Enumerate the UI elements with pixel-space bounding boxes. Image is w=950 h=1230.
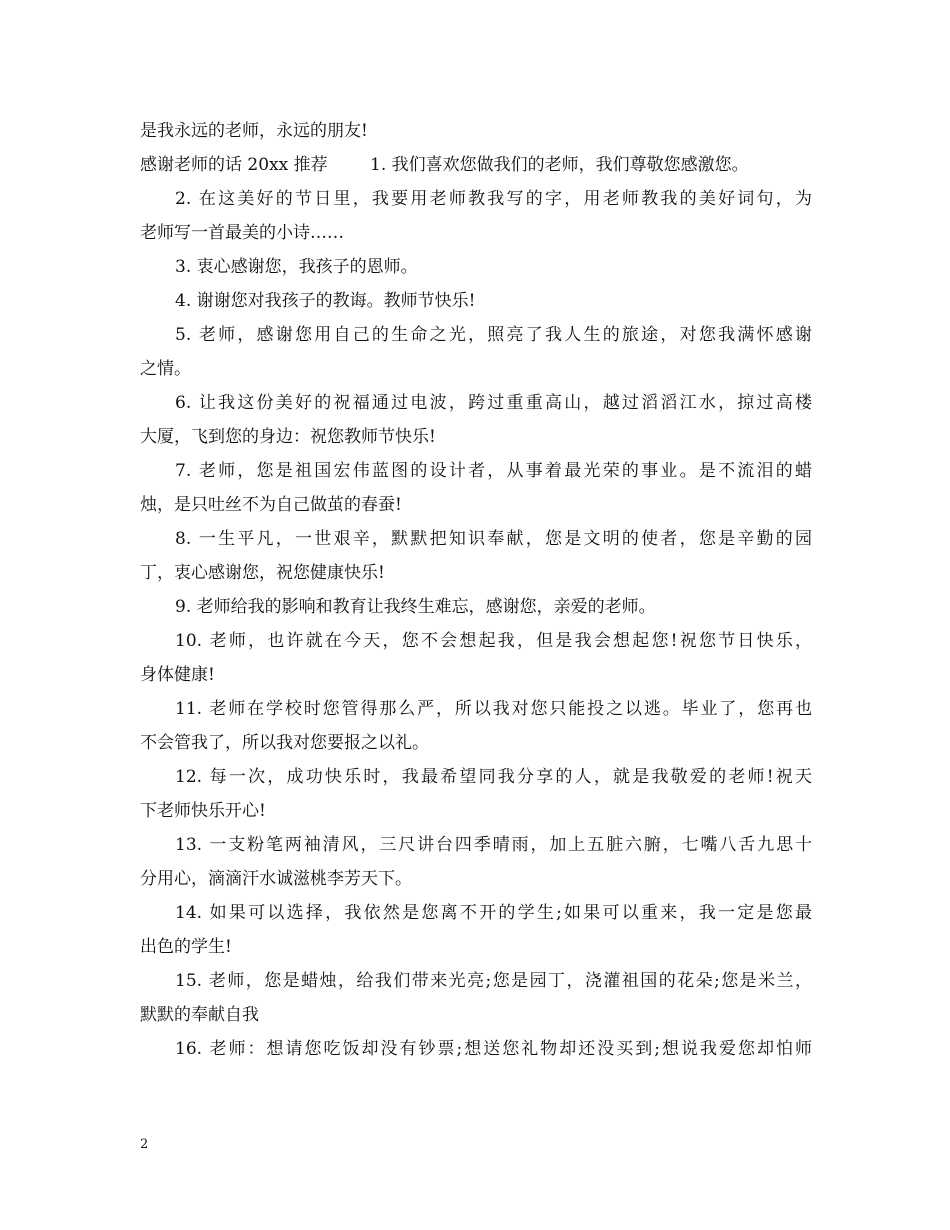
list-item: 11. 老师在学校时您管得那么严，所以我对您只能投之以逃。毕业了，您再也 bbox=[175, 699, 812, 719]
text-line: 丁，衷心感谢您，祝您健康快乐! bbox=[140, 563, 385, 583]
heading-line bbox=[140, 148, 812, 182]
list-item: 7. 老师，您是祖国宏伟蓝图的设计者，从事着最光荣的事业。是不流泪的蜡 bbox=[175, 461, 812, 481]
list-item: 6. 让我这份美好的祝福通过电波，跨过重重高山，越过滔滔江水，掠过高楼 bbox=[175, 393, 812, 413]
text-line: 大厦，飞到您的身边：祝您教师节快乐! bbox=[140, 427, 436, 447]
list-item: 4. 谢谢您对我孩子的教诲。教师节快乐! bbox=[175, 291, 476, 311]
list-item: 1. 我们喜欢您做我们的老师，我们尊敬您感激您。 bbox=[370, 155, 749, 175]
list-item: 2. 在这美好的节日里，我要用老师教我写的字，用老师教我的美好词句，为 bbox=[175, 189, 812, 209]
list-item: 13. 一支粉笔两袖清风，三尺讲台四季晴雨，加上五脏六腑，七嘴八舌九思十 bbox=[175, 835, 812, 855]
list-item: 9. 老师给我的影响和教育让我终生难忘，感谢您，亲爱的老师。 bbox=[175, 597, 656, 617]
text-line: 下老师快乐开心! bbox=[140, 801, 266, 821]
text-line: 身体健康! bbox=[140, 665, 215, 685]
page-number: 2 bbox=[140, 1137, 149, 1152]
text-line: 默默的奉献自我 bbox=[140, 1005, 259, 1025]
list-item: 5. 老师，感谢您用自己的生命之光，照亮了我人生的旅途，对您我满怀感谢 bbox=[175, 325, 812, 345]
document-body bbox=[140, 114, 812, 1066]
list-item: 3. 衷心感谢您，我孩子的恩师。 bbox=[175, 257, 418, 277]
list-item: 10. 老师，也许就在今天，您不会想起我，但是我会想起您!祝您节日快乐， bbox=[175, 631, 812, 651]
text-line: 之情。 bbox=[140, 359, 191, 379]
list-item: 8. 一生平凡，一世艰辛，默默把知识奉献，您是文明的使者，您是辛勤的园 bbox=[175, 529, 812, 549]
list-item: 15. 老师，您是蜡烛，给我们带来光亮;您是园丁，浇灌祖国的花朵;您是米兰， bbox=[175, 971, 812, 991]
list-item: 14. 如果可以选择，我依然是您离不开的学生;如果可以重来，我一定是您最 bbox=[175, 903, 812, 923]
text-line: 出色的学生! bbox=[140, 937, 232, 957]
list-item: 16. 老师：想请您吃饭却没有钞票;想送您礼物却还没买到;想说我爱您却怕师 bbox=[175, 1039, 812, 1059]
text-line: 是我永远的老师，永远的朋友! bbox=[140, 121, 368, 141]
text-line: 烛，是只吐丝不为自己做茧的春蚕! bbox=[140, 495, 402, 515]
list-item: 12. 每一次，成功快乐时，我最希望同我分享的人，就是我敬爱的老师!祝天 bbox=[175, 767, 812, 787]
section-heading: 感谢老师的话 20xx 推荐 bbox=[140, 155, 328, 175]
text-line: 不会管我了，所以我对您要报之以礼。 bbox=[140, 733, 429, 753]
text-line: 老师写一首最美的小诗…… bbox=[140, 223, 344, 243]
text-line: 分用心，滴滴汗水诚滋桃李芳天下。 bbox=[140, 869, 412, 889]
